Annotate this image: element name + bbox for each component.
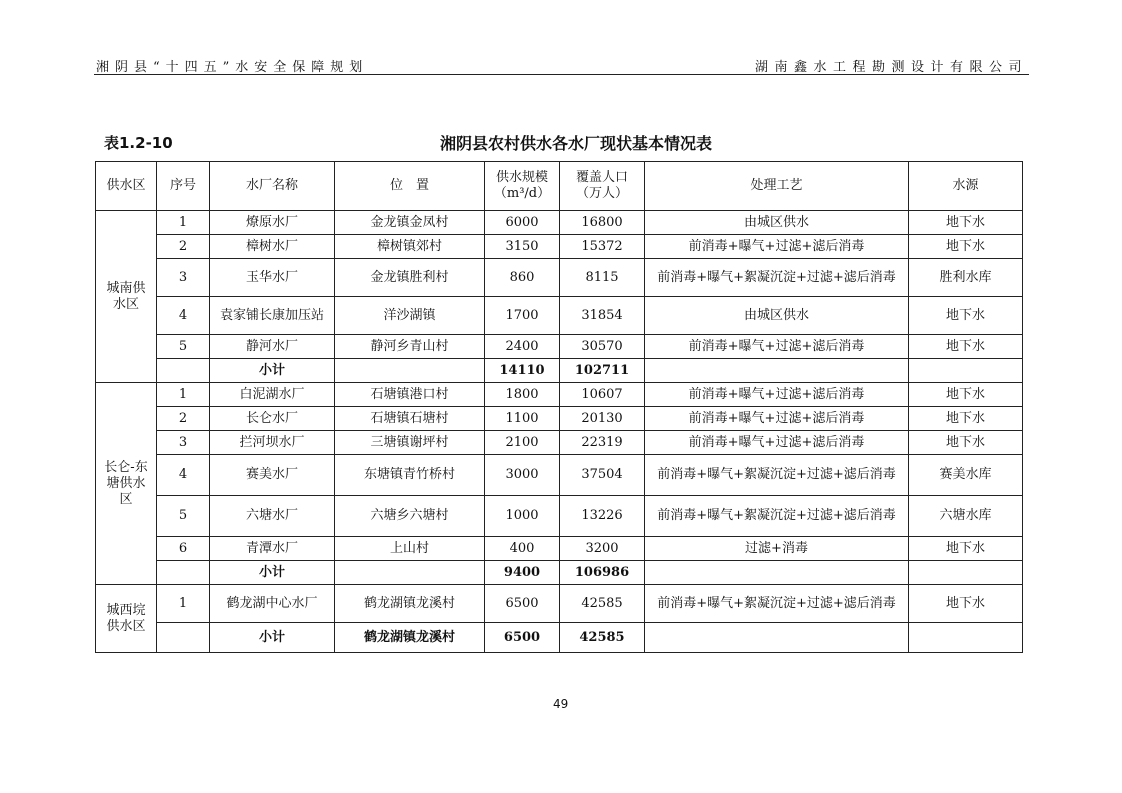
process-cell: 前消毒+曝气+絮凝沉淀+过滤+滤后消毒: [645, 496, 909, 537]
zone-cell: 城南供水区: [96, 211, 157, 383]
scale-cell: 3150: [485, 235, 560, 259]
table-row: [96, 297, 1023, 335]
col-header-zone: 供水区: [96, 162, 157, 211]
source-cell: 地下水: [909, 383, 1023, 407]
table-row: [96, 211, 1023, 235]
plant-name-cell: 鹤龙湖中心水厂: [210, 585, 335, 623]
subtotal-scale: 9400: [485, 561, 560, 585]
location-cell: 石塘镇石塘村: [335, 407, 485, 431]
process-cell: 前消毒+曝气+絮凝沉淀+过滤+滤后消毒: [645, 259, 909, 297]
source-cell: 地下水: [909, 235, 1023, 259]
seq-cell: 4: [157, 297, 210, 335]
source-cell: 地下水: [909, 211, 1023, 235]
table-row: [96, 585, 1023, 623]
seq-cell: 3: [157, 259, 210, 297]
subtotal-seq-cell: [157, 561, 210, 585]
seq-cell: 1: [157, 585, 210, 623]
population-cell: 10607: [560, 383, 645, 407]
seq-cell: 1: [157, 383, 210, 407]
process-cell: 前消毒+曝气+过滤+滤后消毒: [645, 431, 909, 455]
pop-header-line2: （万人）: [575, 186, 628, 201]
location-cell: 洋沙湖镇: [335, 297, 485, 335]
population-cell: 30570: [560, 335, 645, 359]
seq-cell: 1: [157, 211, 210, 235]
source-cell: 地下水: [909, 335, 1023, 359]
subtotal-label: 小计: [210, 561, 335, 585]
location-cell: 鹤龙湖镇龙溪村: [335, 585, 485, 623]
col-header-name: 水厂名称: [210, 162, 335, 211]
col-header-population: [560, 162, 645, 211]
source-cell: 地下水: [909, 407, 1023, 431]
plant-name-cell: 赛美水厂: [210, 455, 335, 496]
population-cell: 16800: [560, 211, 645, 235]
process-cell: 前消毒+曝气+过滤+滤后消毒: [645, 383, 909, 407]
plant-name-cell: 燎原水厂: [210, 211, 335, 235]
plant-name-cell: 拦河坝水厂: [210, 431, 335, 455]
scale-header-line1: 供水规模: [495, 170, 548, 185]
process-cell: 由城区供水: [645, 297, 909, 335]
col-header-scale: [485, 162, 560, 211]
population-cell: 31854: [560, 297, 645, 335]
header-left-title: 湘阴县“十四五”水安全保障规划: [96, 60, 369, 75]
scale-cell: 6500: [485, 585, 560, 623]
source-cell: 地下水: [909, 297, 1023, 335]
subtotal-population: 102711: [560, 359, 645, 383]
subtotal-population: 42585: [560, 623, 645, 653]
page-number: 49: [553, 697, 569, 711]
plant-name-cell: 静河水厂: [210, 335, 335, 359]
population-cell: 15372: [560, 235, 645, 259]
subtotal-source-cell: [909, 359, 1023, 383]
table-row: [96, 496, 1023, 537]
process-cell: 前消毒+曝气+过滤+滤后消毒: [645, 235, 909, 259]
seq-cell: 6: [157, 537, 210, 561]
location-cell: 静河乡青山村: [335, 335, 485, 359]
plant-name-cell: 长仑水厂: [210, 407, 335, 431]
subtotal-process-cell: [645, 623, 909, 653]
subtotal-row: [96, 561, 1023, 585]
subtotal-process-cell: [645, 359, 909, 383]
seq-cell: 3: [157, 431, 210, 455]
table-row: [96, 335, 1023, 359]
location-cell: 金龙镇胜利村: [335, 259, 485, 297]
table-row: [96, 383, 1023, 407]
location-cell: 上山村: [335, 537, 485, 561]
location-cell: 三塘镇谢坪村: [335, 431, 485, 455]
plant-name-cell: 六塘水厂: [210, 496, 335, 537]
subtotal-population: 106986: [560, 561, 645, 585]
scale-header-line2: （m³/d）: [493, 186, 551, 201]
table-row: [96, 431, 1023, 455]
subtotal-location: [335, 359, 485, 383]
location-cell: 金龙镇金凤村: [335, 211, 485, 235]
subtotal-source-cell: [909, 623, 1023, 653]
zone-cell: 城西垸供水区: [96, 585, 157, 653]
location-cell: 石塘镇港口村: [335, 383, 485, 407]
scale-cell: 860: [485, 259, 560, 297]
source-cell: 地下水: [909, 585, 1023, 623]
subtotal-process-cell: [645, 561, 909, 585]
plant-name-cell: 樟树水厂: [210, 235, 335, 259]
seq-cell: 2: [157, 407, 210, 431]
seq-cell: 5: [157, 335, 210, 359]
subtotal-label: 小计: [210, 623, 335, 653]
water-plant-table: [95, 161, 1023, 653]
subtotal-row: [96, 623, 1023, 653]
subtotal-source-cell: [909, 561, 1023, 585]
scale-cell: 1000: [485, 496, 560, 537]
subtotal-location: [335, 561, 485, 585]
source-cell: 赛美水库: [909, 455, 1023, 496]
table-title: 湘阴县农村供水各水厂现状基本情况表: [440, 134, 713, 153]
header-right-company: 湖南鑫水工程勘测设计有限公司: [754, 60, 1028, 75]
scale-cell: 400: [485, 537, 560, 561]
table-row: [96, 455, 1023, 496]
process-cell: 前消毒+曝气+絮凝沉淀+过滤+滤后消毒: [645, 455, 909, 496]
seq-cell: 5: [157, 496, 210, 537]
population-cell: 8115: [560, 259, 645, 297]
scale-cell: 2100: [485, 431, 560, 455]
scale-cell: 6000: [485, 211, 560, 235]
pop-header-line1: 覆盖人口: [575, 170, 628, 185]
seq-cell: 4: [157, 455, 210, 496]
scale-cell: 3000: [485, 455, 560, 496]
plant-name-cell: 青潭水厂: [210, 537, 335, 561]
col-header-source: 水源: [909, 162, 1023, 211]
source-cell: 地下水: [909, 537, 1023, 561]
col-header-process: 处理工艺: [645, 162, 909, 211]
zone-cell: 长仑-东塘供水区: [96, 383, 157, 585]
subtotal-seq-cell: [157, 359, 210, 383]
subtotal-label: 小计: [210, 359, 335, 383]
population-cell: 20130: [560, 407, 645, 431]
col-header-seq: 序号: [157, 162, 210, 211]
plant-name-cell: 白泥湖水厂: [210, 383, 335, 407]
source-cell: 胜利水库: [909, 259, 1023, 297]
population-cell: 37504: [560, 455, 645, 496]
plant-name-cell: 袁家铺长康加压站: [210, 297, 335, 335]
table-row: [96, 537, 1023, 561]
subtotal-row: [96, 359, 1023, 383]
subtotal-seq-cell: [157, 623, 210, 653]
location-cell: 六塘乡六塘村: [335, 496, 485, 537]
scale-cell: 1700: [485, 297, 560, 335]
seq-cell: 2: [157, 235, 210, 259]
process-cell: 前消毒+曝气+过滤+滤后消毒: [645, 335, 909, 359]
source-cell: 地下水: [909, 431, 1023, 455]
subtotal-scale: 6500: [485, 623, 560, 653]
source-cell: 六塘水库: [909, 496, 1023, 537]
header-divider: [94, 74, 1029, 75]
subtotal-location: 鹤龙湖镇龙溪村: [335, 623, 485, 653]
table-row: [96, 259, 1023, 297]
process-cell: 由城区供水: [645, 211, 909, 235]
process-cell: 前消毒+曝气+絮凝沉淀+过滤+滤后消毒: [645, 585, 909, 623]
plant-name-cell: 玉华水厂: [210, 259, 335, 297]
table-row: [96, 235, 1023, 259]
scale-cell: 1800: [485, 383, 560, 407]
population-cell: 42585: [560, 585, 645, 623]
location-cell: 东塘镇青竹桥村: [335, 455, 485, 496]
location-cell: 樟树镇郊村: [335, 235, 485, 259]
population-cell: 22319: [560, 431, 645, 455]
table-row: [96, 407, 1023, 431]
table-header-row: [96, 162, 1023, 211]
population-cell: 13226: [560, 496, 645, 537]
scale-cell: 2400: [485, 335, 560, 359]
population-cell: 3200: [560, 537, 645, 561]
process-cell: 过滤+消毒: [645, 537, 909, 561]
subtotal-scale: 14110: [485, 359, 560, 383]
process-cell: 前消毒+曝气+过滤+滤后消毒: [645, 407, 909, 431]
scale-cell: 1100: [485, 407, 560, 431]
table-number: 表1.2-10: [104, 134, 173, 152]
col-header-location: 位 置: [335, 162, 485, 211]
